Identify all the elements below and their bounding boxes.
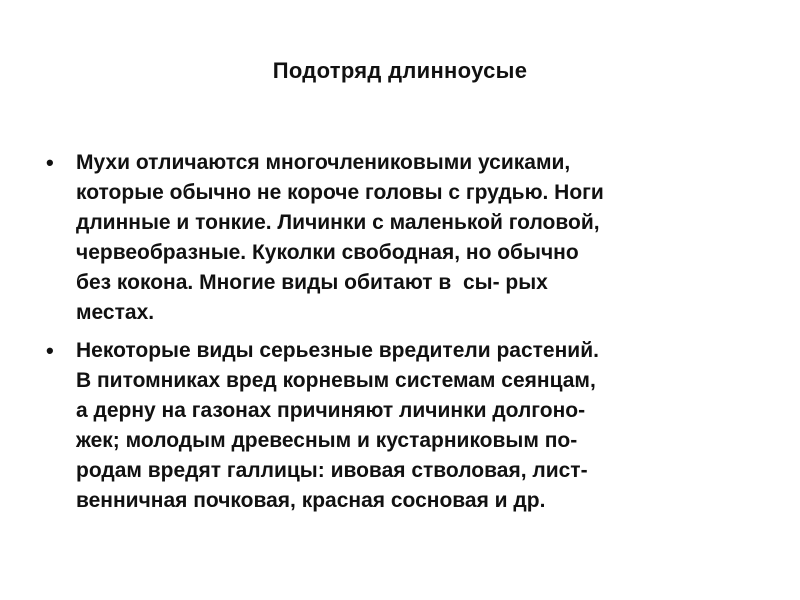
bullet-item bbox=[40, 336, 760, 516]
bullet-item bbox=[40, 148, 760, 328]
bullet-list bbox=[40, 148, 760, 524]
bullet-text-line: Мухи отличаются многочлениковыми усиками, bbox=[76, 151, 571, 174]
bullet-text-line: которые обычно не короче головы с грудью. Ноги bbox=[76, 181, 604, 204]
bullet-text-line: Некоторые виды серьезные вредители растений. bbox=[76, 339, 599, 362]
bullet-text-line: венничная почковая, красная сосновая и др. bbox=[76, 489, 546, 512]
bullet-text-line: родам вредят галлицы: ивовая стволовая, лист- bbox=[76, 459, 588, 482]
bullet-dot-icon: • bbox=[46, 338, 54, 363]
bullet-text-line: местах. bbox=[76, 301, 155, 324]
bullet-text-line: червеобразные. Куколки свободная, но обычно bbox=[76, 241, 579, 264]
bullet-text-line: жек; молодым древесным и кустарниковым по- bbox=[76, 429, 578, 452]
bullet-dot-icon: • bbox=[46, 150, 54, 175]
bullet-text-line: В питомниках вред корневым системам сеянцам, bbox=[76, 369, 596, 392]
slide-title: Подотряд длинноусые bbox=[272, 58, 528, 83]
bullet-text-line: без кокона. Многие виды обитают в сы- рых bbox=[76, 271, 548, 294]
bullet-text-line: длинные и тонкие. Личинки с маленькой головой, bbox=[76, 211, 600, 234]
bullet-text-line: а дерну на газонах причиняют личинки долгоно- bbox=[76, 399, 586, 422]
